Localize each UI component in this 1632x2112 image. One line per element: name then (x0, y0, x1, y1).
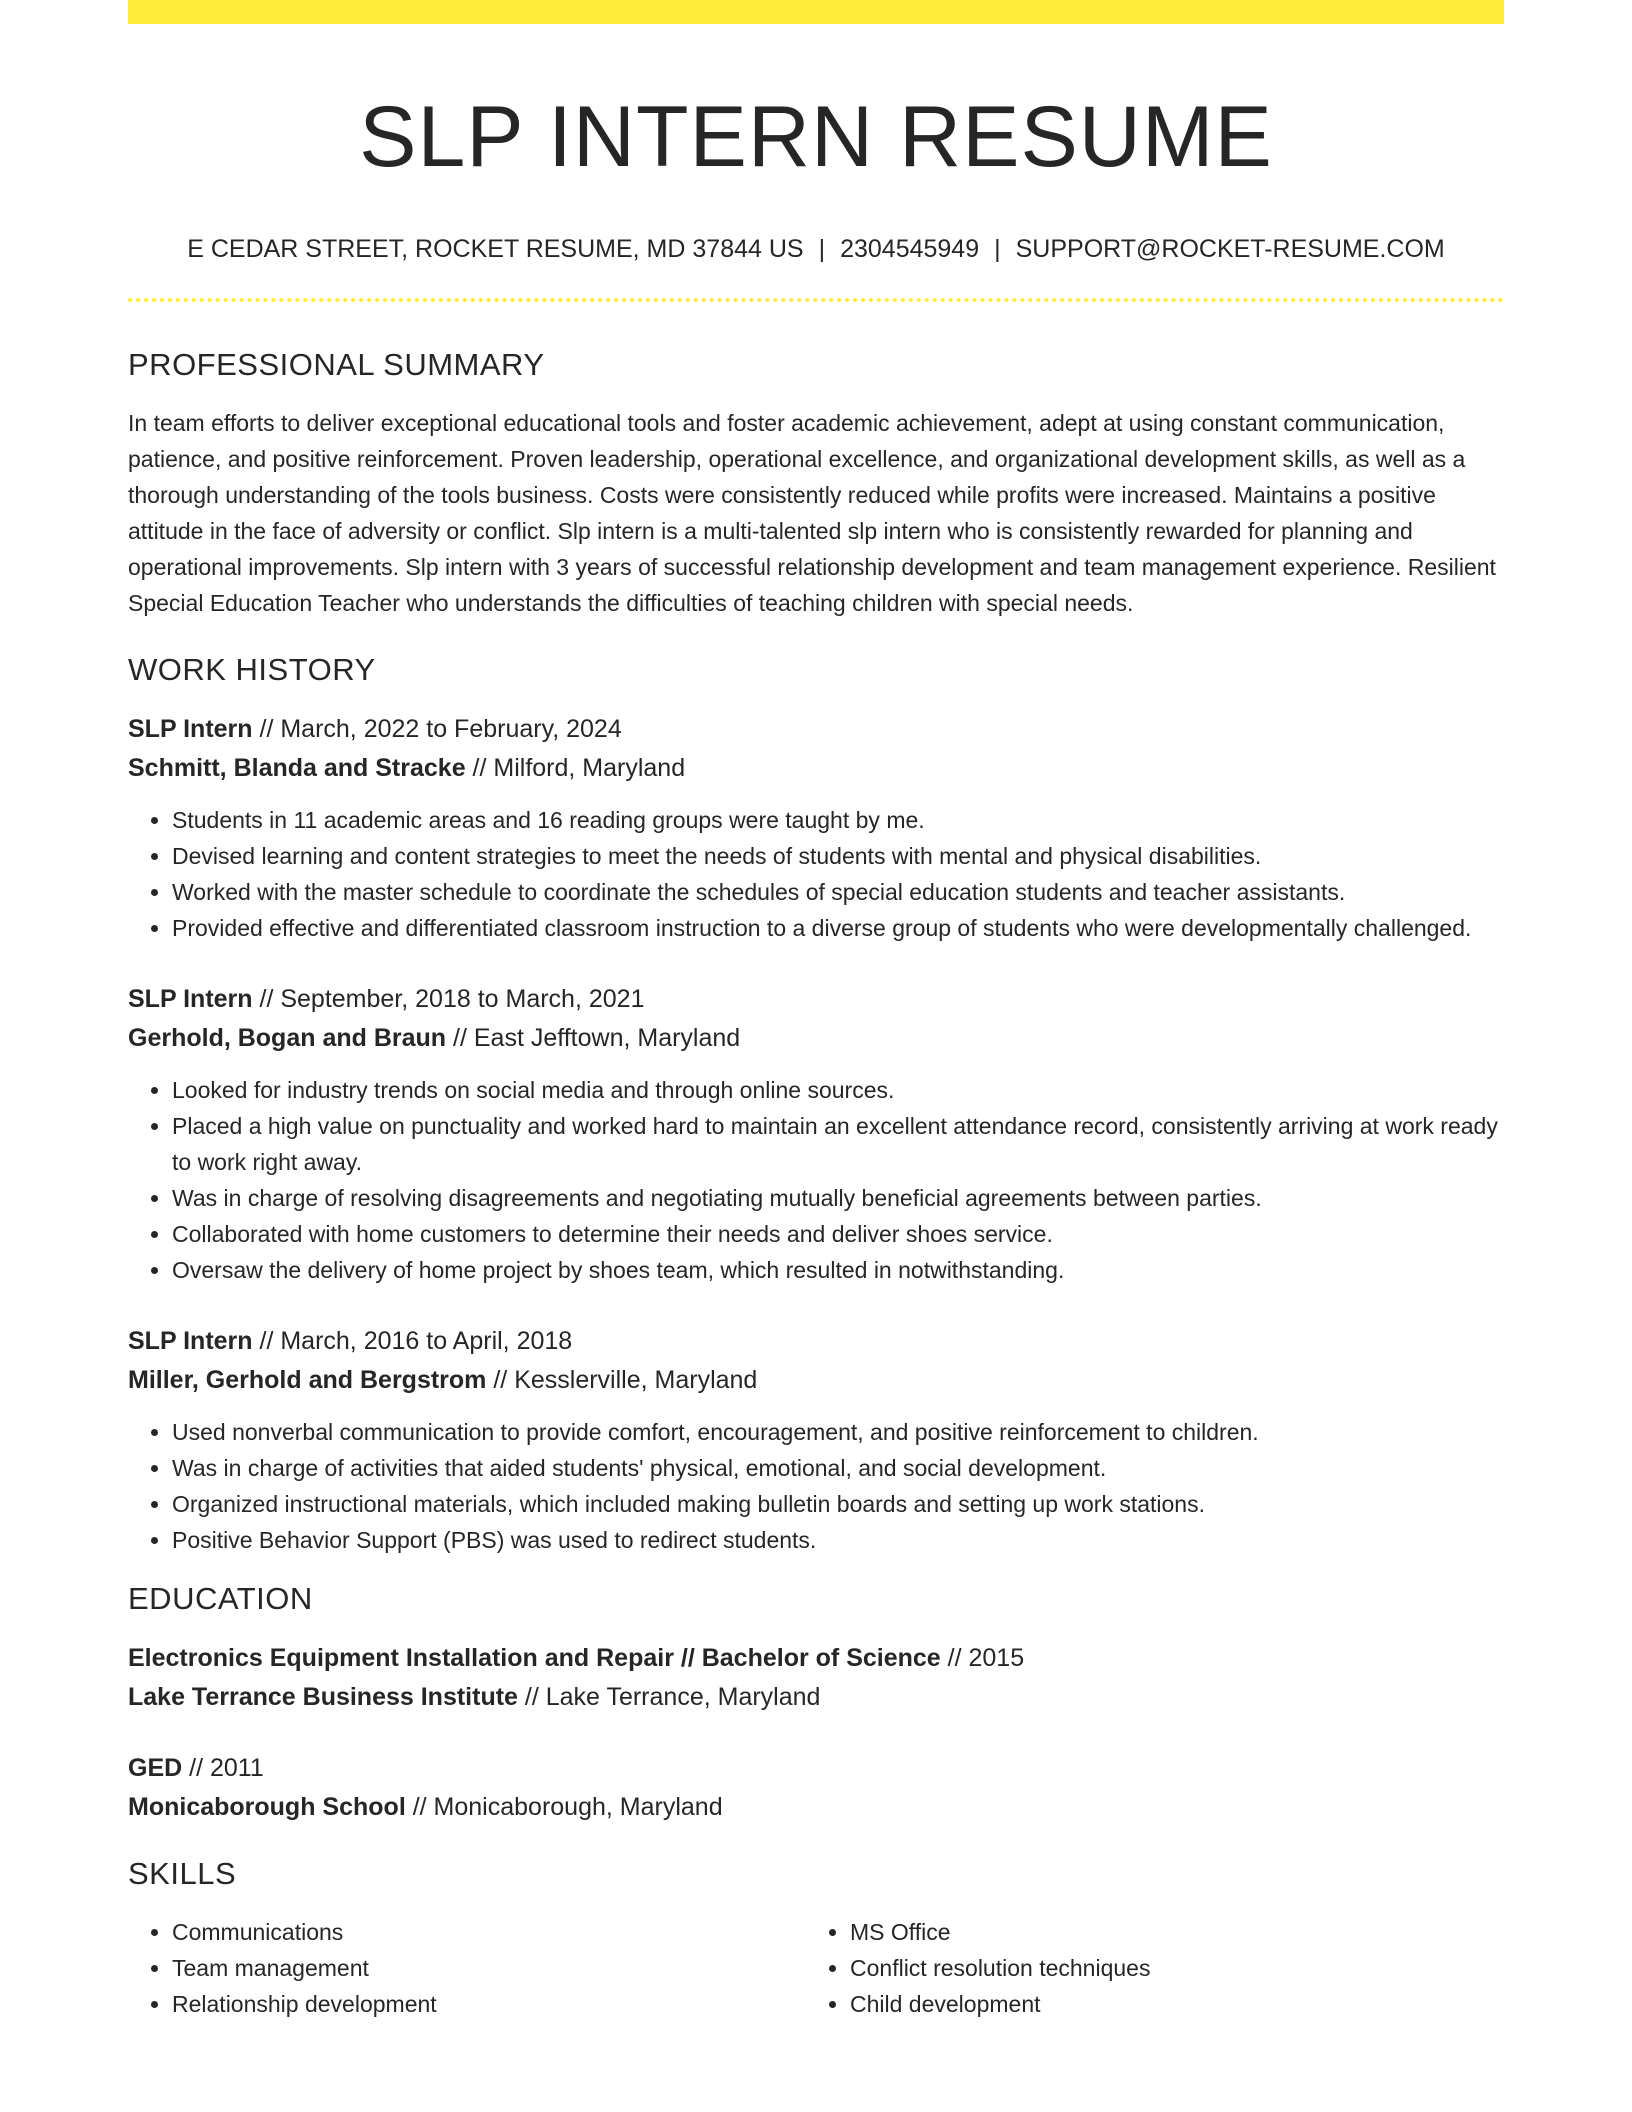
job-role: SLP Intern (128, 715, 253, 744)
contact-separator: | (994, 235, 1001, 264)
section-title-education: EDUCATION (128, 1581, 313, 1617)
skills-list-left (128, 1914, 816, 2022)
education-degree-line (128, 1639, 1504, 1678)
education-location: // Lake Terrance, Maryland (517, 1683, 821, 1712)
education-location: // Monicaborough, Maryland (405, 1793, 723, 1822)
job-bullet: • Used nonverbal communication to provide comfort, encouragement, and positive reinforcement to children. (172, 1414, 1504, 1450)
job-bullet: • Oversaw the delivery of home project by shoes team, which resulted in notwithstanding. (172, 1252, 1504, 1288)
accent-top-bar (128, 0, 1504, 24)
job-role-line (128, 710, 1504, 749)
job-location: // Kesslerville, Maryland (486, 1366, 758, 1395)
education-degree: GED (128, 1754, 183, 1783)
skill-item: • MS Office (850, 1914, 1504, 1950)
section-title-summary: PROFESSIONAL SUMMARY (128, 346, 545, 382)
education-year: // 2011 (182, 1754, 264, 1783)
job-bullet: • Worked with the master schedule to coordinate the schedules of special education students and teacher assistants. (172, 874, 1504, 910)
contact-line (128, 233, 1504, 266)
education-entry (128, 1749, 1504, 1827)
skills-list-right (816, 1914, 1504, 2022)
education-school: Lake Terrance Business Institute (128, 1683, 518, 1712)
job-bullet: • Provided effective and differentiated classroom instruction to a diverse group of students who were developmentally challenged. (172, 910, 1504, 946)
job-bullet: • Devised learning and content strategies to meet the needs of students with mental and physical disabilities. (172, 838, 1504, 874)
job-role: SLP Intern (128, 1327, 253, 1356)
resume-title: SLP INTERN RESUME (359, 89, 1273, 185)
summary-text: In team efforts to deliver exceptional educational tools and foster academic achievement, adept at using constant communication, patience, and positive reinforcement. Proven leadership, operational excellence, and organizational development skills, as well as a thorough understanding of the tools business. Costs were consistently reduced while profits were increased. Maintains a positive attitude in the face of adversity or conflict. Slp intern is a multi-talented slp intern who is consistently rewarded for planning and operational improvements. Slp intern with 3 years of successful relationship development and team management experience. Resilient Special Education Teacher who understands the difficulties of teaching children with special needs. (128, 409, 1496, 616)
contact-separator: | (818, 235, 826, 264)
education-year: // 2015 (940, 1644, 1025, 1673)
skill-item: • Communications (172, 1914, 816, 1950)
education-school-line (128, 1678, 1504, 1717)
job-role-line (128, 1322, 1504, 1361)
job-bullets (128, 1414, 1504, 1558)
skill-item: • Child development (850, 1986, 1504, 2022)
job-company-line (128, 1361, 1504, 1400)
job-entry (128, 980, 1504, 1288)
job-location: // East Jefftown, Maryland (446, 1024, 741, 1053)
job-role-line (128, 980, 1504, 1019)
address: E CEDAR STREET, ROCKET RESUME, MD 37844 US (187, 235, 804, 264)
job-entry (128, 710, 1504, 946)
job-role: SLP Intern (128, 985, 253, 1014)
skills-columns (128, 1914, 1504, 2022)
job-entry (128, 1322, 1504, 1558)
resume-page (128, 0, 1504, 2022)
job-bullet: • Positive Behavior Support (PBS) was used to redirect students. (172, 1522, 1504, 1558)
job-bullet: • Organized instructional materials, which included making bulletin boards and setting up work stations. (172, 1486, 1504, 1522)
job-bullet: • Looked for industry trends on social media and through online sources. (172, 1072, 1504, 1108)
job-dates: // September, 2018 to March, 2021 (252, 985, 645, 1014)
job-company: Gerhold, Bogan and Braun (128, 1024, 447, 1053)
education-entry (128, 1639, 1504, 1717)
section-title-skills: SKILLS (128, 1856, 237, 1892)
phone: 2304545949 (840, 235, 980, 264)
job-bullet: • Was in charge of activities that aided students' physical, emotional, and social development. (172, 1450, 1504, 1486)
job-bullets (128, 1072, 1504, 1288)
skill-item: • Team management (172, 1950, 816, 1986)
section-title-work-history: WORK HISTORY (128, 651, 376, 687)
education-school: Monicaborough School (128, 1793, 406, 1822)
job-bullet: • Students in 11 academic areas and 16 reading groups were taught by me. (172, 802, 1504, 838)
job-bullets (128, 802, 1504, 946)
skill-item: • Relationship development (172, 1986, 816, 2022)
education-degree-line (128, 1749, 1504, 1788)
job-company: Miller, Gerhold and Bergstrom (128, 1366, 487, 1395)
job-dates: // March, 2016 to April, 2018 (252, 1327, 573, 1356)
job-dates: // March, 2022 to February, 2024 (252, 715, 622, 744)
job-location: // Milford, Maryland (465, 754, 686, 783)
email-link[interactable]: SUPPORT@ROCKET-RESUME.COM (1015, 235, 1445, 264)
skill-item: • Conflict resolution techniques (850, 1950, 1504, 1986)
education-degree: Electronics Equipment Installation and Repair // Bachelor of Science (128, 1644, 941, 1673)
job-bullet: • Was in charge of resolving disagreements and negotiating mutually beneficial agreements between parties. (172, 1180, 1504, 1216)
job-bullet: • Collaborated with home customers to determine their needs and deliver shoes service. (172, 1216, 1504, 1252)
job-company-line (128, 1019, 1504, 1058)
dotted-divider (128, 298, 1504, 302)
job-bullet: • Placed a high value on punctuality and worked hard to maintain an excellent attendance record, consistently arriving at work ready to work right away. (172, 1108, 1504, 1180)
education-school-line (128, 1788, 1504, 1827)
job-company-line (128, 749, 1504, 788)
job-company: Schmitt, Blanda and Stracke (128, 754, 466, 783)
